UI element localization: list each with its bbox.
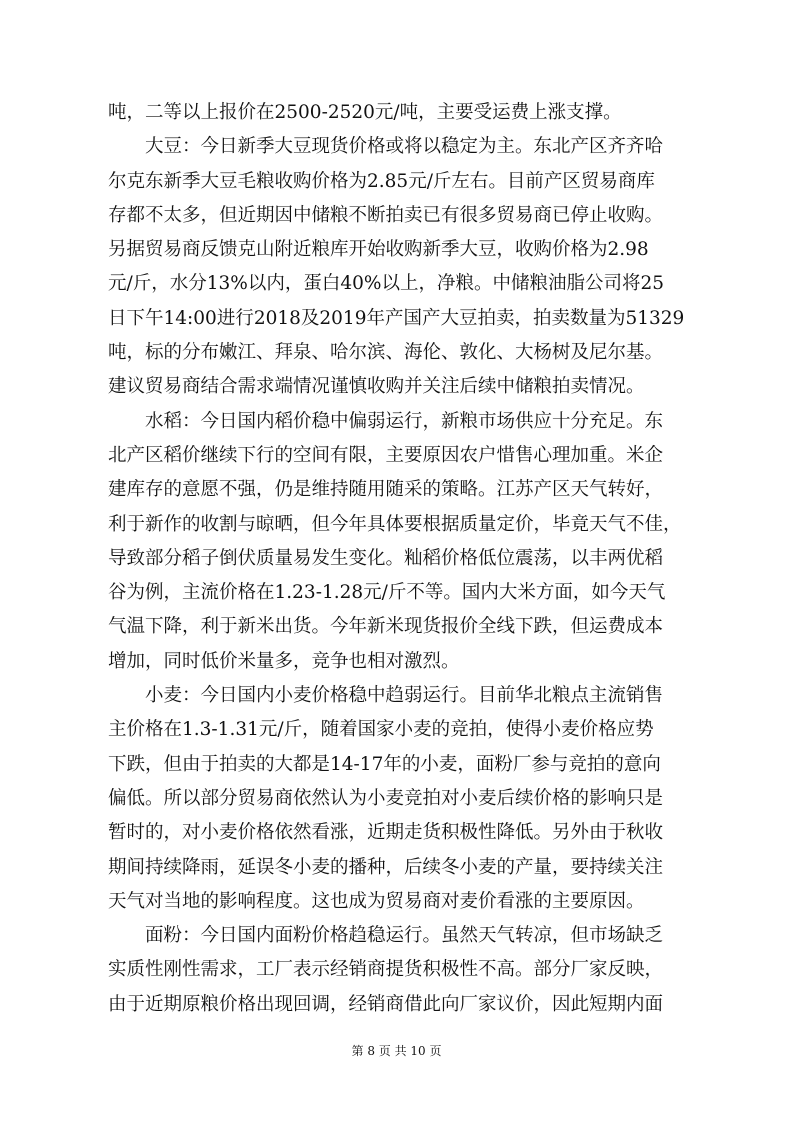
text-line: 导致部分稻子倒伏质量易发生变化。籼稻价格低位震荡，以丰两优稻 bbox=[108, 547, 664, 569]
text-line: 建议贸易商结合需求端情况谨慎收购并关注后续中储粮拍卖情况。 bbox=[108, 376, 645, 398]
text-line: 日下午14:00进行2018及2019年产国产大豆拍卖，拍卖数量为51329 bbox=[108, 307, 685, 329]
text-line: 利于新作的收割与晾晒，但今年具体要根据质量定价，毕竟天气不佳， bbox=[108, 513, 682, 535]
text-line: 偏低。所以部分贸易商依然认为小麦竞拍对小麦后续价格的影响只是 bbox=[108, 787, 664, 809]
page-number-footer: 第 8 页 共 10 页 bbox=[351, 1044, 442, 1058]
paragraph-rice-start: 水稻：今日国内稻价稳中偏弱运行，新粮市场供应十分充足。东 bbox=[145, 410, 664, 432]
text-line: 主价格在1.3-1.31元/斤，随着国家小麦的竞拍，使得小麦价格应势 bbox=[108, 719, 654, 741]
text-line: 吨，标的分布嫩江、拜泉、哈尔滨、海伦、敦化、大杨树及尼尔基。 bbox=[108, 342, 664, 364]
document-body bbox=[108, 96, 708, 1022]
text-line: 下跌，但由于拍卖的大都是14-17年的小麦，面粉厂参与竞拍的意向 bbox=[108, 753, 661, 775]
text-line: 谷为例，主流价格在1.23-1.28元/斤不等。国内大米方面，如今天气 bbox=[108, 582, 666, 604]
text-line: 存都不太多，但近期因中储粮不断拍卖已有很多贸易商已停止收购。 bbox=[108, 204, 664, 226]
text-line: 另据贸易商反馈克山附近粮库开始收购新季大豆，收购价格为2.98 bbox=[108, 239, 649, 261]
text-line: 暂时的，对小麦价格依然看涨，近期走货积极性降低。另外由于秋收 bbox=[108, 822, 664, 844]
text-line: 建库存的意愿不强，仍是维持随用随采的策略。江苏产区天气转好， bbox=[108, 479, 664, 501]
paragraph-wheat-start: 小麦：今日国内小麦价格稳中趋弱运行。目前华北粮点主流销售 bbox=[145, 685, 664, 707]
text-line: 天气对当地的影响程度。这也成为贸易商对麦价看涨的主要原因。 bbox=[108, 890, 645, 912]
text-line: 由于近期原粮价格出现回调，经销商借此向厂家议价，因此短期内面 bbox=[108, 993, 664, 1015]
paragraph-flour-start: 面粉：今日国内面粉价格趋稳运行。虽然天气转凉，但市场缺乏 bbox=[145, 925, 664, 947]
text-line: 北产区稻价继续下行的空间有限，主要原因农户惜售心理加重。米企 bbox=[108, 444, 664, 466]
text-line: 实质性刚性需求，工厂表示经销商提货积极性不高。部分厂家反映， bbox=[108, 959, 664, 981]
text-line: 吨，二等以上报价在2500-2520元/吨，主要受运费上涨支撑。 bbox=[108, 102, 622, 123]
text-line: 期间持续降雨，延误冬小麦的播种，后续冬小麦的产量，要持续关注 bbox=[108, 856, 664, 878]
paragraph-soybean-start: 大豆：今日新季大豆现货价格或将以稳定为主。东北产区齐齐哈 bbox=[145, 136, 664, 158]
text-line: 元/斤，水分13%以内，蛋白40%以上，净粮。中储粮油脂公司将25 bbox=[108, 273, 665, 295]
text-line: 增加，同时低价米量多，竞争也相对激烈。 bbox=[108, 650, 460, 672]
text-line: 尔克东新季大豆毛粮收购价格为2.85元/斤左右。目前产区贸易商库 bbox=[108, 170, 655, 192]
text-line: 气温下降，利于新米出货。今年新米现货报价全线下跌，但运费成本 bbox=[108, 616, 664, 638]
